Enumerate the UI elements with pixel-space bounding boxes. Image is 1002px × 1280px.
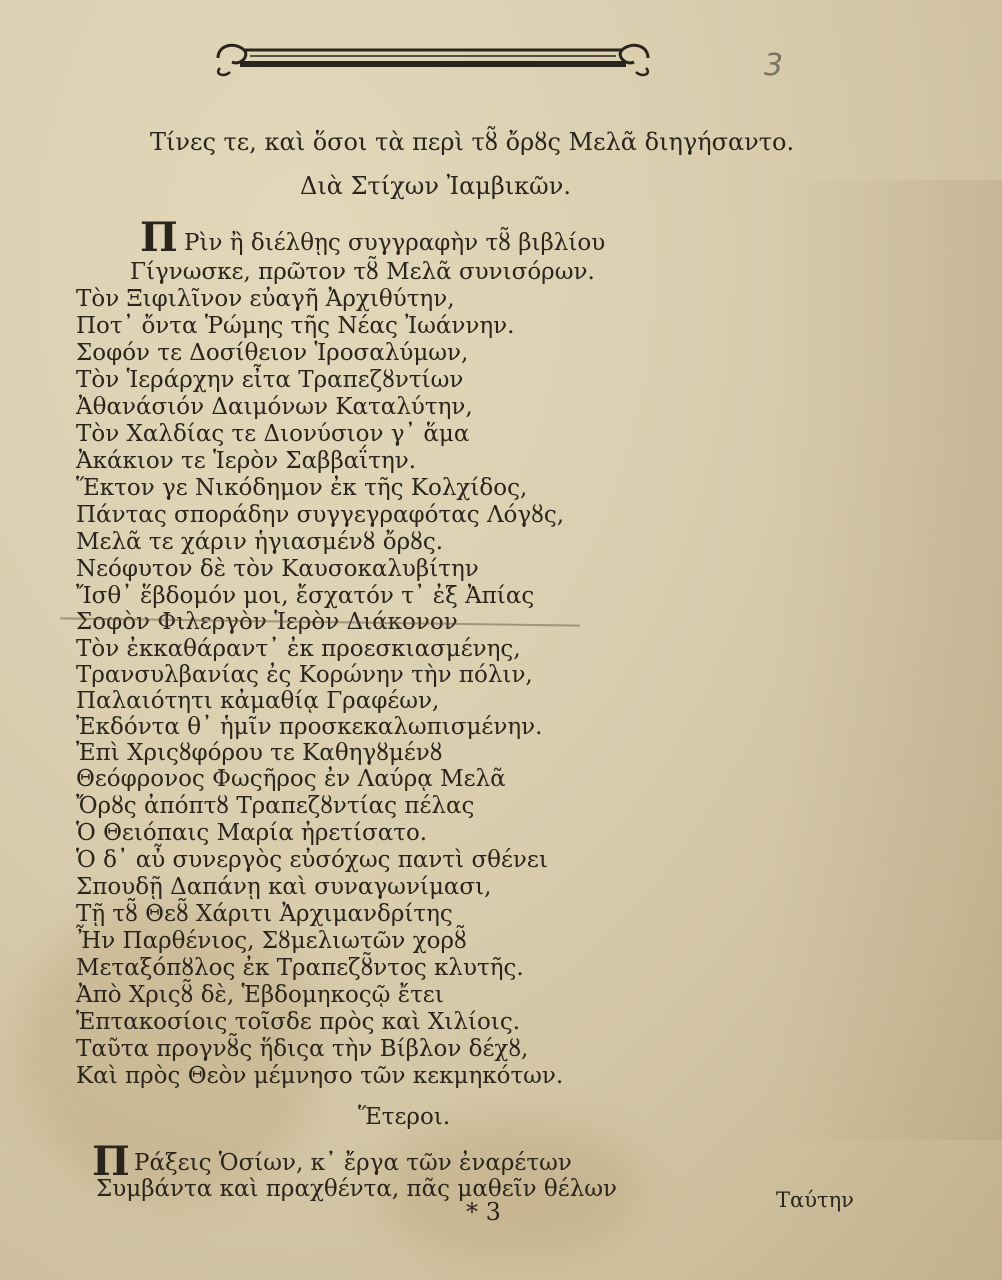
verse-line: Ποτ᾽ ὄντα Ῥώμης τῆς Νέας Ἰωάννην. <box>76 313 515 339</box>
verse-line: Γίγνωσκε, πρῶτον τȣ̃ Μελᾶ συνισόρων. <box>130 259 595 285</box>
verse-line: Μελᾶ τε χάριν ἡγιασμένȣ ὄρȣς. <box>76 529 444 555</box>
verse-line: Παλαιότητι κἀμαθίᾳ Γραφέων, <box>76 688 440 714</box>
verse-line: Συμβάντα καὶ πραχθέντα, πᾶς μαθεῖν θέλων <box>96 1176 618 1202</box>
verse-line: Τὸν Ξιφιλῖνον εὐαγῆ Ἀρχιθύτην, <box>76 286 455 312</box>
verse-line: Ἦν Παρθένιος, Σȣμελιωτῶν χορȣ̃ <box>76 928 467 954</box>
verse-line: Ἀπὸ Χριςȣ̃ δὲ, Ἑβδομηκοςῷ ἔτει <box>76 982 444 1008</box>
verse-line: Ὁ δ᾽ αὖ συνεργὸς εὐσόχως παντὶ σθένει <box>76 847 548 873</box>
verse-line: Ἀκάκιον τε Ἱερὸν Σαββαΐτην. <box>76 448 417 474</box>
verse-line: Σοφόν τε Δοσίθειον Ἱροσαλύμων, <box>76 340 469 366</box>
verse-line: Ταῦτα προγνȣ̃ς ἥδιςα τὴν Βίβλον δέχȣ, <box>76 1036 529 1062</box>
handwritten-page-number: 3 <box>764 48 784 83</box>
verse-line: Νεόφυτον δὲ τὸν Καυσοκαλυβίτην <box>76 556 479 582</box>
verse-line: Ράξεις Ὁσίων, κ᾽ ἔργα τῶν ἐναρέτων <box>134 1150 572 1176</box>
verse-line: Καὶ πρὸς Θεὸν μέμνησο τῶν κεκμηκότων. <box>76 1063 564 1089</box>
drop-cap: Π <box>92 1138 130 1185</box>
catchword: Ταύτην <box>776 1188 854 1212</box>
section-heading: Ἕτεροι. <box>358 1104 451 1130</box>
verse-line: Ἐπὶ Χριςȣφόρου τε Καθηγȣμένȣ <box>76 740 443 766</box>
verse-line: Σοφὸν Φιλεργὸν Ἱερὸν Διάκονον <box>76 609 458 635</box>
signature-mark: * 3 <box>466 1198 501 1226</box>
verse-line: Σπουδῇ Δαπάνῃ καὶ συναγωνίμασι, <box>76 874 492 900</box>
ornamental-headpiece <box>210 36 656 78</box>
verse-line: Ὄρȣς ἀπόπτȣ Τραπεζȣντίας πέλας <box>76 793 475 819</box>
verse-line: Τὸν Ἱεράρχην εἶτα Τραπεζȣντίων <box>76 367 464 393</box>
verse-line: Τὸν ἐκκαθάραντ᾽ ἐκ προεσκιασμένης, <box>76 636 521 662</box>
verse-line: Ἕκτον γε Νικόδημον ἐκ τῆς Κολχίδος, <box>76 475 528 501</box>
drop-cap: Π <box>140 214 178 261</box>
page-subtitle: Διὰ Στίχων Ἰαμβικῶν. <box>300 172 571 200</box>
verse-line: Πάντας σποράδην συγγεγραφότας Λόγȣς, <box>76 502 565 528</box>
verse-line: Ρὶν ἢ διέλθῃς συγγραφὴν τȣ̃ βιβλίου <box>184 230 606 256</box>
verse-line: Τῇ τȣ̃ Θεȣ̃ Χάριτι Ἀρχιμανδρίτης <box>76 901 453 927</box>
page-title: Τίνες τε, καὶ ὅσοι τὰ περὶ τȣ̃ ὄρȣς Μελᾶ διηγήσαντο. <box>150 128 795 156</box>
verse-line: Τρανσυλβανίας ἐς Κορώνην τὴν πόλιν, <box>76 662 533 688</box>
verse-line: Ἀθανάσιόν Δαιμόνων Καταλύτην, <box>76 394 473 420</box>
verse-line: Θεόφρονος Φωςῆρος ἐν Λαύρᾳ Μελᾶ <box>76 766 506 792</box>
verse-line: Ἑπτακοσίοις τοῖσδε πρὸς καὶ Χιλίοις. <box>76 1009 521 1035</box>
verse-line: Ἐκδόντα θ᾽ ἡμῖν προσκεκαλωπισμένην. <box>76 714 543 740</box>
verse-line: Τὸν Χαλδίας τε Διονύσιον γ᾽ ἅμα <box>76 421 470 447</box>
verse-line: Μεταξόπȣλος ἐκ Τραπεζȣ̃ντος κλυτῆς. <box>76 955 524 981</box>
show-through <box>772 180 1002 1140</box>
verse-line: Ὁ Θειόπαις Μαρία ἠρετίσατο. <box>76 820 428 846</box>
verse-line: Ἴσθ᾽ ἕβδομόν μοι, ἔσχατόν τ᾽ ἐξ Ἀπίας <box>76 583 535 609</box>
